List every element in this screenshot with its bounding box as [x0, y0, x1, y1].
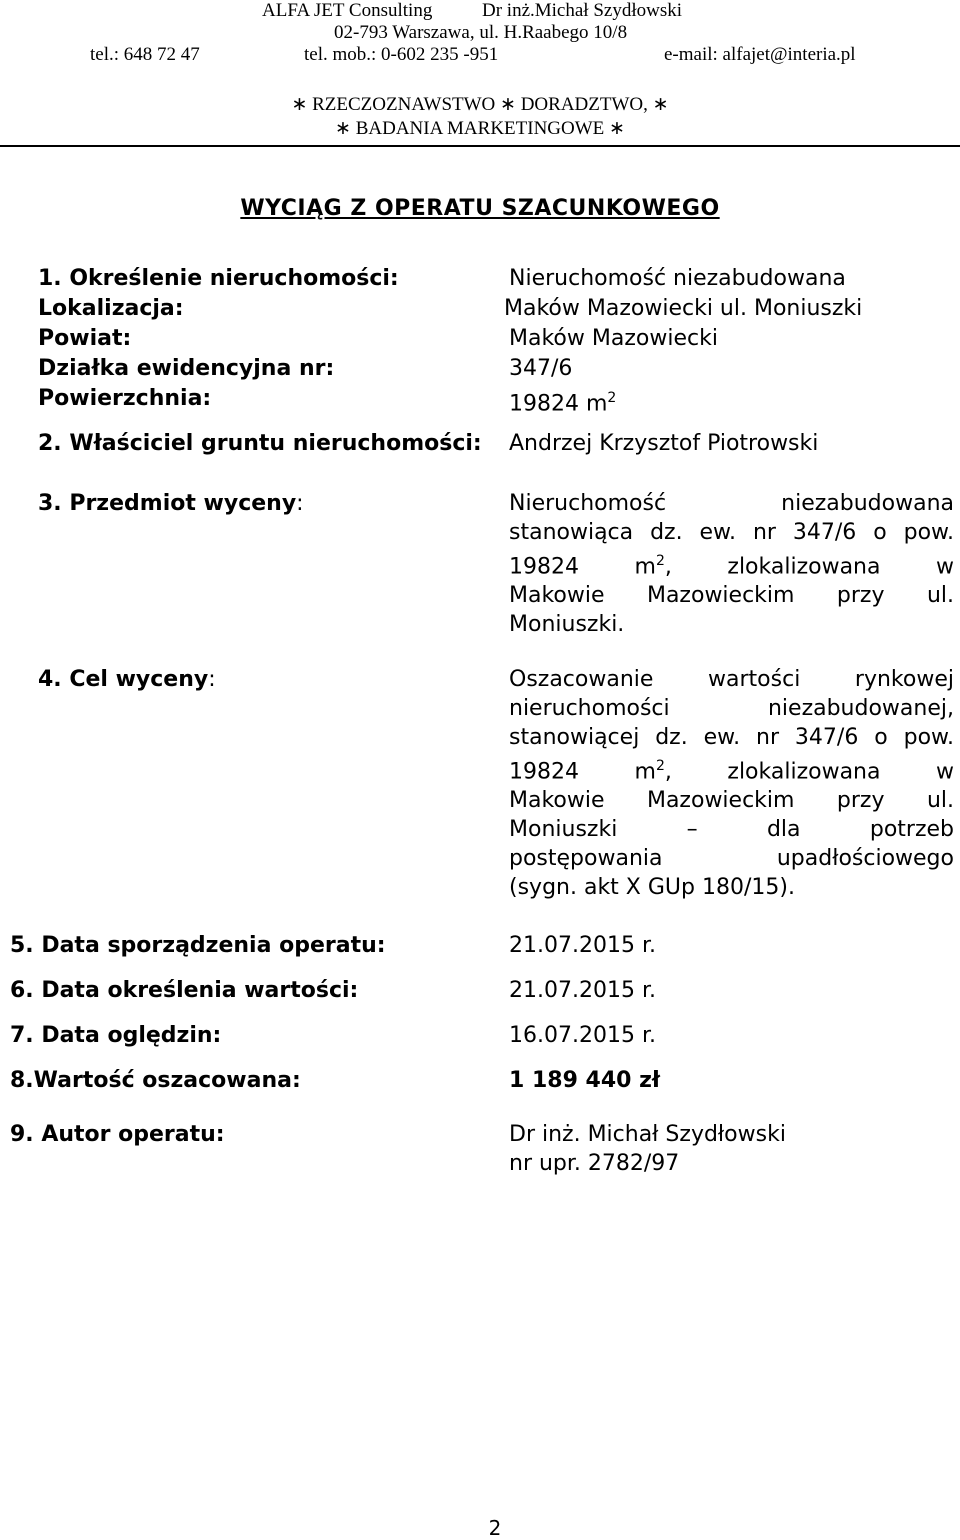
services-line-2: ∗ BADANIA MARKETINGOWE ∗: [335, 118, 625, 139]
section-9-value: [509, 1120, 954, 1178]
section-3-line-5: Moniuszki.: [509, 612, 625, 638]
letterhead-divider: [0, 145, 960, 147]
company-address: 02-793 Warszawa, ul. H.Raabego 10/8: [334, 22, 628, 43]
section-2-label: 2. Właściciel gruntu nieruchomości:: [38, 431, 482, 456]
section-5-value: 21.07.2015 r.: [509, 933, 656, 958]
section-3-line-2: stanowiąca dz. ew. nr 347/6 o pow.: [509, 520, 954, 545]
author-license: nr upr. 2782/97: [509, 1151, 680, 1176]
section-4-line-3: stanowiącej dz. ew. nr 347/6 o pow.: [509, 725, 954, 750]
section-4-line-1: Oszacowanie wartości rynkowej: [509, 667, 954, 692]
section-3-value: [509, 489, 954, 639]
section-3-line-4: Makowie Mazowieckim przy ul.: [509, 583, 954, 609]
section-6-label: 6. Data określenia wartości:: [10, 978, 359, 1003]
powierzchnia-value: [509, 384, 954, 418]
section-3-line-1: Nieruchomość niezabudowana: [509, 491, 954, 516]
section-4-colon: :: [208, 667, 216, 692]
page-number: 2: [488, 1516, 502, 1540]
powiat-value: Maków Mazowiecki: [509, 326, 718, 351]
section-3-area-exponent: 2: [655, 553, 665, 569]
section-1-value: Nieruchomość niezabudowana: [509, 266, 846, 291]
letterhead: [0, 0, 960, 150]
section-7-label: 7. Data oględzin:: [10, 1023, 222, 1048]
section-3-colon: :: [296, 491, 304, 516]
dzialka-value: 347/6: [509, 356, 573, 381]
section-4-area-rest: , zlokalizowana w: [664, 759, 954, 785]
section-4-value: [509, 665, 954, 902]
section-2-value: Andrzej Krzysztof Piotrowski: [509, 431, 819, 456]
owner-name: Dr inż.Michał Szydłowski: [482, 0, 683, 21]
lokalizacja-value: Maków Mazowiecki ul. Moniuszki: [504, 296, 863, 321]
section-4-line-6: Moniuszki – dla potrzeb: [509, 817, 954, 843]
powiat-label: Powiat:: [38, 326, 132, 351]
section-3-line-3: [509, 547, 954, 581]
section-4-line-7: postępowania upadłościowego: [509, 846, 954, 872]
section-5-label: 5. Data sporządzenia operatu:: [10, 933, 386, 958]
section-4-label: [38, 665, 216, 694]
section-7-value: 16.07.2015 r.: [509, 1023, 656, 1048]
section-8-value: 1 189 440 zł: [509, 1068, 661, 1093]
section-4-area: 19824 m: [509, 759, 656, 785]
author-name: Dr inż. Michał Szydłowski: [509, 1122, 786, 1147]
section-4-label-text: 4. Cel wyceny: [38, 667, 209, 692]
services-line-1: ∗ RZECZOZNAWSTWO ∗ DORADZTWO, ∗: [291, 94, 669, 115]
section-1-label: 1. Określenie nieruchomości:: [38, 266, 399, 291]
section-6-value: 21.07.2015 r.: [509, 978, 656, 1003]
section-3-area: 19824 m: [509, 554, 656, 580]
lokalizacja-label: Lokalizacja:: [38, 296, 184, 321]
section-9-label: 9. Autor operatu:: [10, 1122, 225, 1147]
section-3-area-rest: , zlokalizowana w: [664, 554, 954, 580]
powierzchnia-number: 19824 m: [509, 391, 608, 417]
section-3-label-text: 3. Przedmiot wyceny: [38, 491, 297, 516]
company-name: ALFA JET Consulting: [262, 0, 433, 21]
company-email: e-mail: alfajet@interia.pl: [664, 44, 856, 65]
section-8-label: 8.Wartość oszacowana:: [10, 1068, 301, 1093]
company-mobile: tel. mob.: 0-602 235 -951: [304, 44, 499, 65]
section-4-line-8: (sygn. akt X GUp 180/15).: [509, 875, 795, 901]
section-4-line-4: [509, 752, 954, 786]
section-4-line-2: nieruchomości niezabudowanej,: [509, 696, 954, 721]
section-3-label: [38, 489, 304, 518]
dzialka-label: Działka ewidencyjna nr:: [38, 356, 335, 381]
section-4-line-5: Makowie Mazowieckim przy ul.: [509, 788, 954, 814]
powierzchnia-label: Powierzchnia:: [38, 386, 212, 411]
document-title: WYCIĄG Z OPERATU SZACUNKOWEGO: [240, 196, 720, 221]
section-4-area-exponent: 2: [655, 758, 665, 774]
powierzchnia-unit-exponent: 2: [607, 390, 617, 406]
company-phone: tel.: 648 72 47: [90, 44, 200, 65]
